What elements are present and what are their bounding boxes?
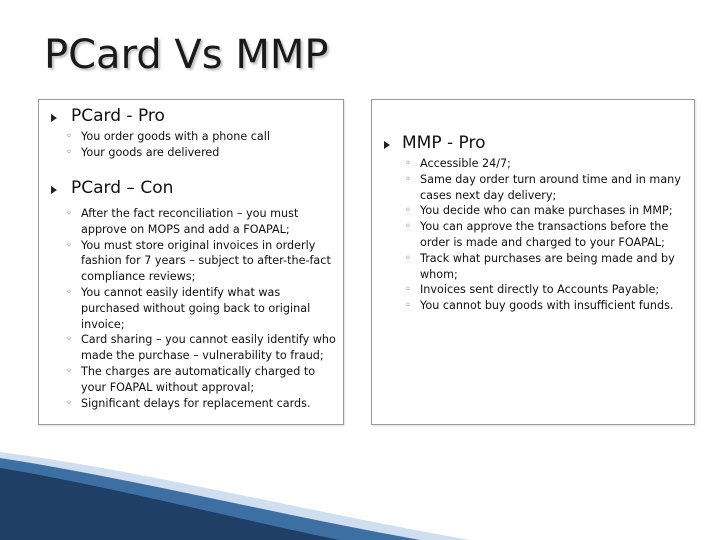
pcard-con-list — [65, 206, 339, 411]
pcard-con-item — [65, 238, 339, 285]
circle-bullet-icon: ◦ — [66, 208, 72, 219]
pcard-con-item — [65, 364, 339, 396]
mmp-pro-item-text: Track what purchases are being made and by whom; — [420, 251, 675, 281]
circle-bullet-icon: ◦ — [405, 300, 411, 312]
pcard-pro-item-text: You order goods with a phone call — [81, 130, 270, 143]
pcard-pro-item — [65, 129, 335, 145]
swoosh-mid — [0, 458, 420, 540]
mmp-pro-item-text: You decide who can make purchases in MMP; — [420, 204, 673, 218]
pcard-con-item-text: Significant delays for replacement cards. — [81, 396, 311, 410]
mmp-pro-item — [404, 298, 690, 314]
pcard-con-item — [65, 332, 339, 364]
circle-bullet-icon: ◦ — [405, 252, 411, 264]
circle-bullet-icon: ◦ — [66, 239, 72, 251]
mmp-pro-list — [404, 156, 690, 314]
mmp-pro-heading: MMP - Pro — [402, 133, 486, 153]
pcard-pro-list — [65, 129, 335, 161]
pcard-con-item — [65, 285, 339, 332]
pcard-con-item-text: After the fact reconciliation – you must approve on MOPS and add a FOAPAL; — [81, 207, 299, 236]
pcard-con-item — [65, 396, 339, 412]
mmp-pro-item-text: You cannot buy goods with insufficient funds. — [420, 299, 674, 313]
mmp-pro-item-text: You can approve the transactions before the order is made and charged to your FOAPAL; — [420, 220, 669, 249]
pcard-con-item-text: You must store original invoices in orderly fashion for 7 years – subject to after-the-fact compliance reviews; — [81, 238, 331, 284]
circle-bullet-icon: ◦ — [66, 365, 72, 377]
slide-title: PCard Vs MMP — [44, 32, 329, 78]
circle-bullet-icon: ◦ — [66, 131, 72, 142]
pcard-con-item-text: Card sharing – you cannot easily identify who made the purchase – vulnerability to fraud; — [81, 333, 336, 363]
mmp-pro-item — [404, 156, 690, 172]
mmp-pro-item — [404, 203, 690, 219]
swoosh-dark — [0, 468, 340, 540]
swoosh-light — [0, 452, 470, 540]
pcard-pro-item — [65, 145, 335, 161]
pcard-con-item-text: You cannot easily identify what was purchased without going back to original invoice; — [81, 285, 311, 331]
circle-bullet-icon: ◦ — [405, 284, 411, 296]
mmp-pro-item-text: Accessible 24/7; — [420, 157, 511, 170]
circle-bullet-icon: ◦ — [405, 158, 411, 169]
circle-bullet-icon: ◦ — [66, 146, 72, 158]
pcard-con-item-text: The charges are automatically charged to your FOAPAL without approval; — [81, 364, 316, 394]
bullet-arrow-icon — [51, 114, 57, 122]
mmp-pro-item — [404, 172, 690, 204]
circle-bullet-icon: ◦ — [66, 334, 72, 346]
circle-bullet-icon: ◦ — [405, 173, 411, 185]
mmp-pro-item — [404, 219, 690, 251]
bullet-arrow-icon — [51, 186, 57, 194]
mmp-panel — [371, 99, 695, 425]
circle-bullet-icon: ◦ — [66, 397, 72, 409]
circle-bullet-icon: ◦ — [66, 286, 72, 298]
pcard-con-heading: PCard – Con — [71, 178, 174, 198]
pcard-pro-heading: PCard - Pro — [71, 106, 165, 126]
pcard-panel — [38, 99, 344, 425]
mmp-pro-item-text: Invoices sent directly to Accounts Payable; — [420, 283, 660, 297]
pcard-pro-item-text: Your goods are delivered — [81, 145, 220, 159]
circle-bullet-icon: ◦ — [405, 221, 411, 233]
mmp-pro-item-text: Same day order turn around time and in many cases next day delivery; — [420, 172, 681, 202]
mmp-pro-item — [404, 282, 690, 298]
mmp-pro-item — [404, 251, 690, 283]
circle-bullet-icon: ◦ — [405, 205, 411, 217]
pcard-con-item — [65, 206, 339, 238]
bullet-arrow-icon — [384, 141, 390, 149]
